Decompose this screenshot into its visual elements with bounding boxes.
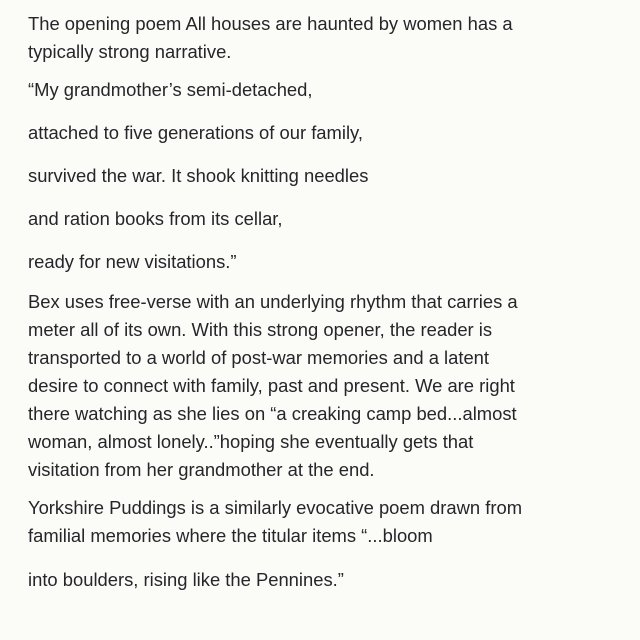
analysis-line-6: woman, almost lonely..”hoping she eventually gets that [28, 431, 474, 452]
analysis-line-4: desire to connect with family, past and present. We are right [28, 375, 515, 396]
quote-line-5: ready for new visitations.” [28, 251, 237, 272]
analysis-line-2: meter all of its own. With this strong opener, the reader is [28, 319, 493, 340]
quote-line-2: attached to five generations of our family, [28, 122, 363, 143]
quote-line-4: and ration books from its cellar, [28, 208, 283, 229]
second-poem-paragraph [28, 494, 612, 550]
quote-block-2-line-1: into boulders, rising like the Pennines.” [28, 569, 344, 590]
analysis-line-3: transported to a world of post-war memories and a latent [28, 347, 490, 368]
second-poem-line-1: Yorkshire Puddings is a similarly evocative poem drawn from [28, 497, 523, 518]
intro-line-2: typically strong narrative. [28, 41, 232, 62]
quote-line-1: “My grandmother’s semi-detached, [28, 79, 313, 100]
analysis-paragraph [28, 288, 612, 484]
intro-paragraph [28, 10, 612, 66]
intro-line-1: The opening poem All houses are haunted by women has a [28, 13, 513, 34]
second-poem-line-2: familial memories where the titular items “...bloom [28, 525, 433, 546]
analysis-line-7: visitation from her grandmother at the end. [28, 459, 375, 480]
quote-line-3: survived the war. It shook knitting needles [28, 165, 369, 186]
analysis-line-5: there watching as she lies on “a creaking camp bed...almost [28, 403, 517, 424]
quote-block-1 [28, 76, 612, 276]
analysis-line-1: Bex uses free-verse with an underlying rhythm that carries a [28, 291, 518, 312]
